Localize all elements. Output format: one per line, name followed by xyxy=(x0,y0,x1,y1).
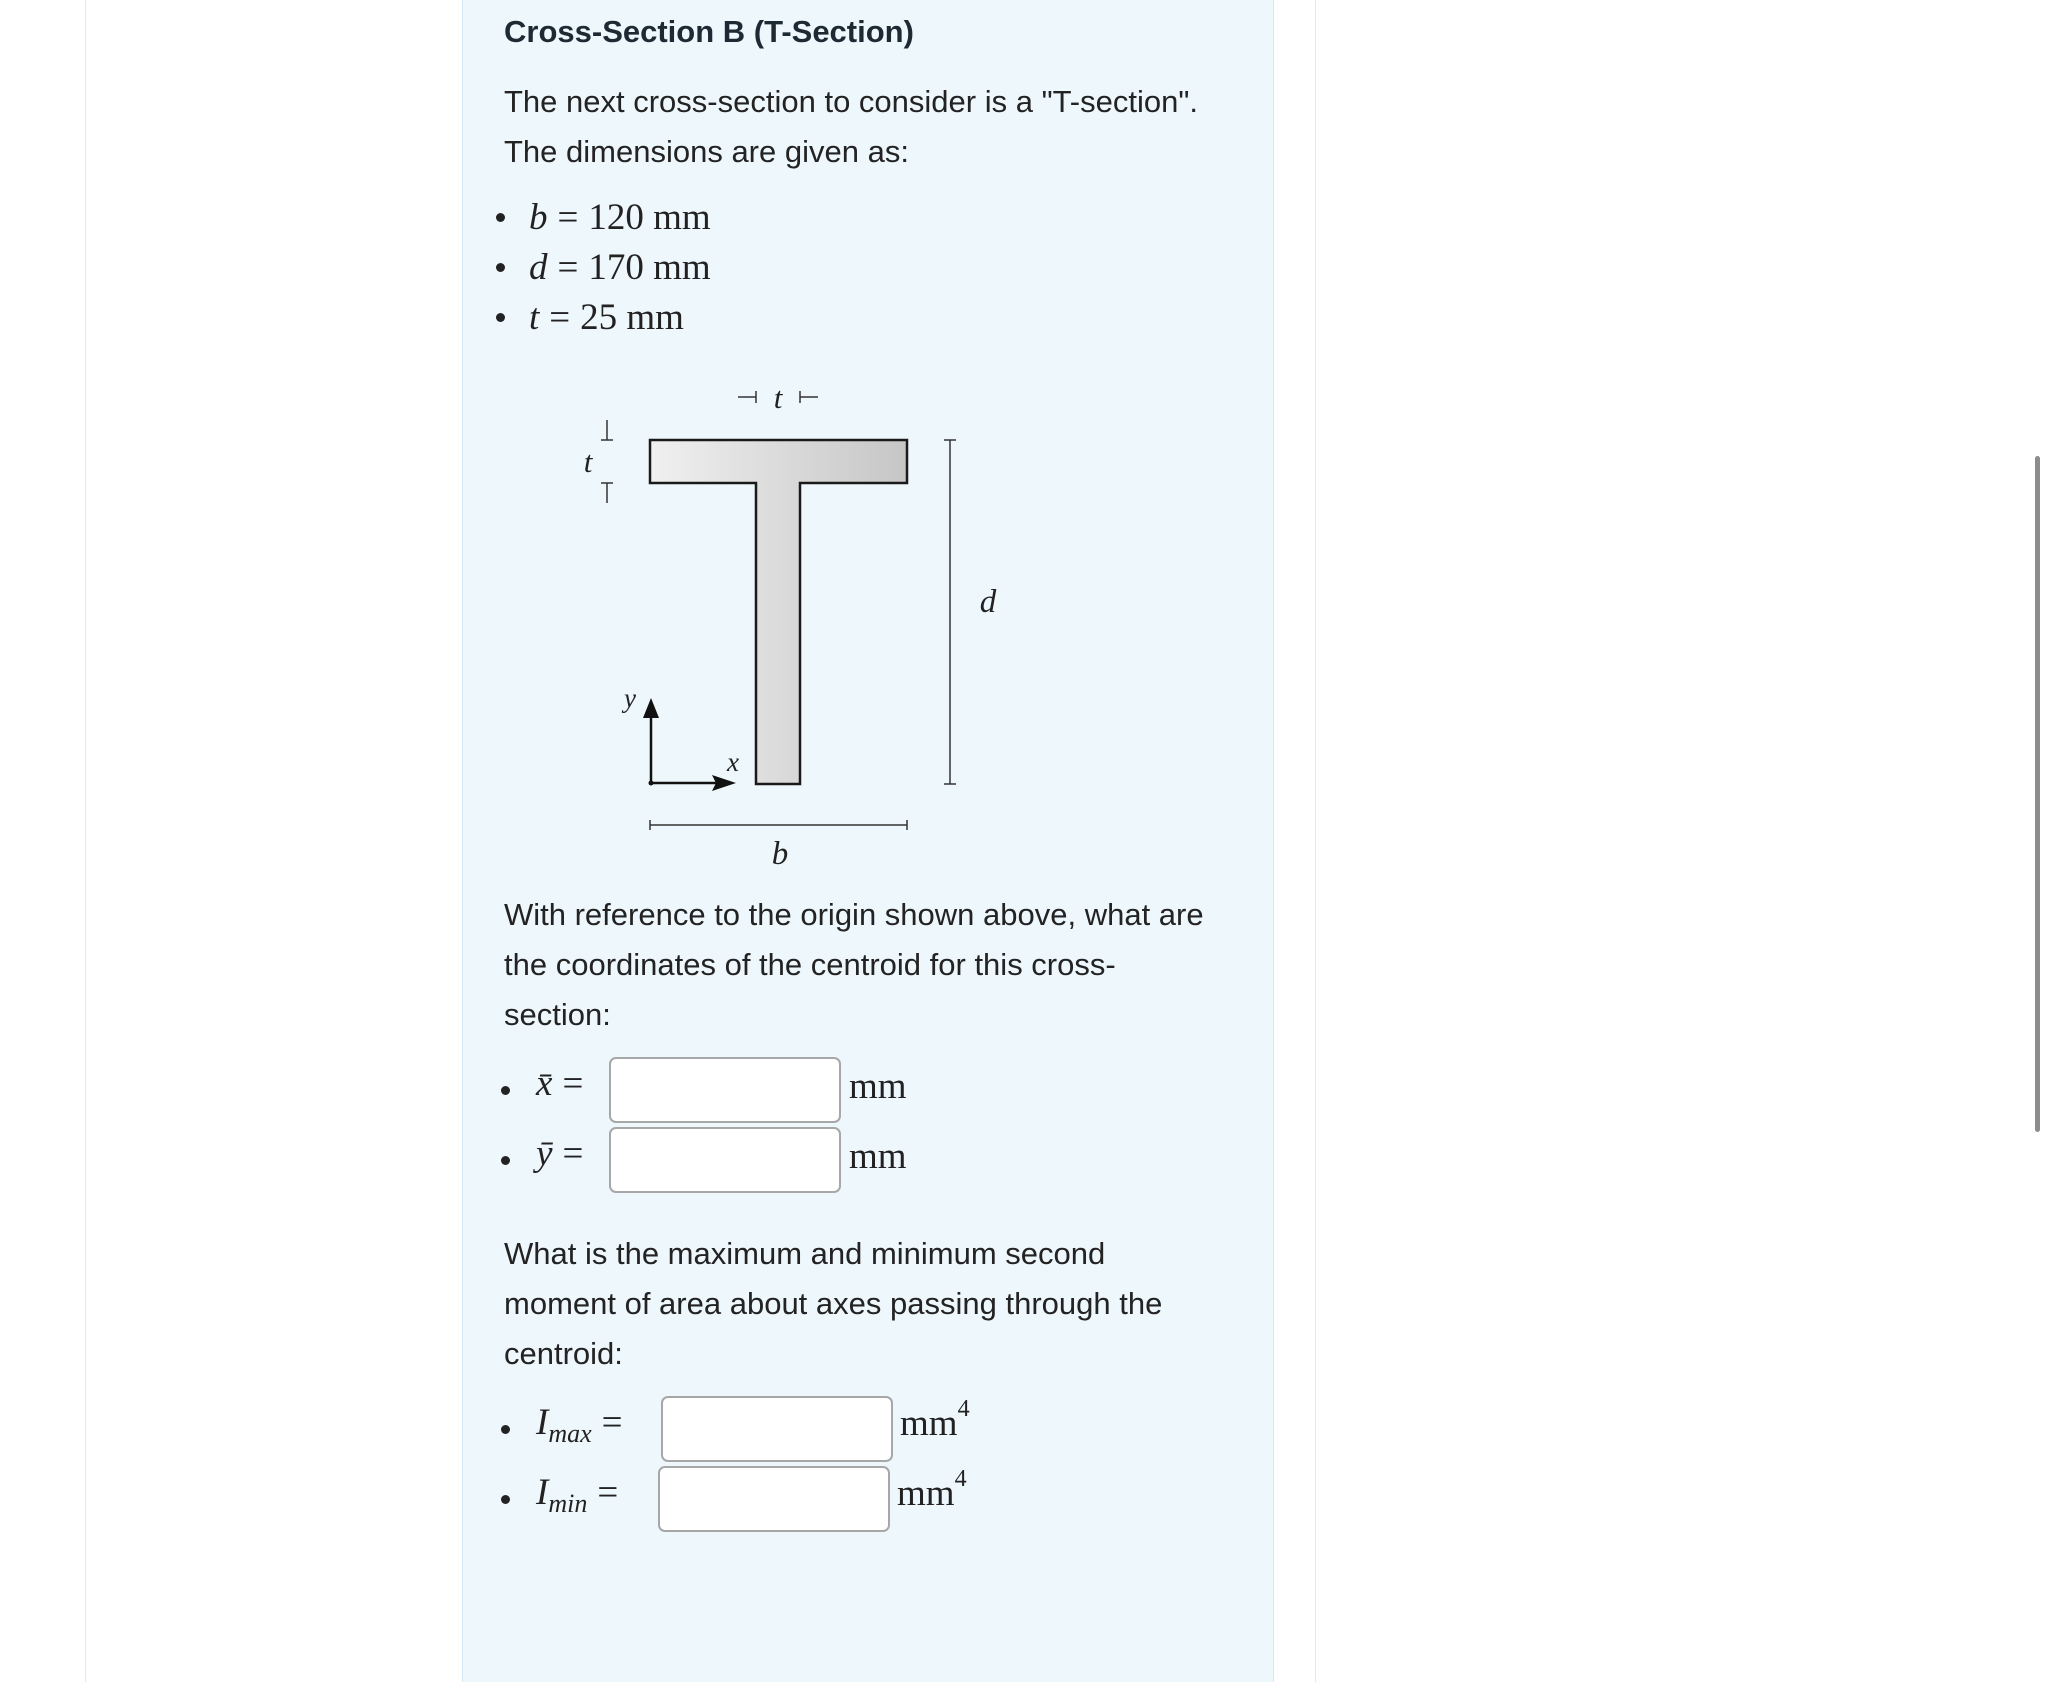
imin-input[interactable] xyxy=(658,1466,890,1532)
question-line: moment of area about axes passing through the xyxy=(504,1286,1163,1321)
dimension-b-item xyxy=(496,192,711,242)
imax-input[interactable] xyxy=(661,1396,893,1462)
d-label: d xyxy=(979,584,997,620)
xbar-input[interactable] xyxy=(609,1057,841,1123)
bullet-dot xyxy=(501,1495,510,1504)
dimension-value: 120 mm xyxy=(588,196,711,238)
centroid-question xyxy=(504,890,1264,1040)
xbar-label: x̄ = xyxy=(536,1063,584,1104)
dimension-value: 170 mm xyxy=(588,246,711,288)
dimension-symbol: t xyxy=(529,296,540,338)
bullet-dot xyxy=(501,1156,510,1165)
imax-unit: $mm^4$ xyxy=(900,1396,970,1444)
t-top-label: t xyxy=(773,380,783,415)
origin-axes xyxy=(643,698,736,791)
ybar-input[interactable] xyxy=(609,1127,841,1193)
bullet-dot xyxy=(496,213,505,222)
intro-line: The next cross-section to consider is a "T-section". xyxy=(504,84,1198,119)
question-line: centroid: xyxy=(504,1336,623,1371)
dimension-value: 25 mm xyxy=(580,296,684,338)
y-axis-label: y xyxy=(624,683,636,713)
question-line: the coordinates of the centroid for this cross- xyxy=(504,947,1116,982)
intro-paragraph xyxy=(504,77,1264,177)
dimension-d-item xyxy=(496,242,711,292)
dimension-symbol: d xyxy=(529,246,548,288)
bullet-dot xyxy=(496,313,505,322)
imin-label: $I_{min}$ = xyxy=(536,1472,619,1518)
bullet-dot xyxy=(496,263,505,272)
d-dimension xyxy=(944,440,956,784)
equals-sign: = xyxy=(549,296,571,338)
t-side-label: t xyxy=(583,444,593,479)
page-border-left xyxy=(85,0,86,1682)
question-line: What is the maximum and minimum second xyxy=(504,1236,1106,1271)
b-label: b xyxy=(771,836,789,872)
b-dimension xyxy=(650,820,907,830)
scrollbar-thumb[interactable] xyxy=(2035,456,2040,1132)
x-axis-label: x xyxy=(727,747,739,777)
xbar-unit: mm xyxy=(849,1066,907,1107)
page-border-right xyxy=(1315,0,1316,1682)
bullet-dot xyxy=(501,1425,510,1434)
ybar-unit: mm xyxy=(849,1136,907,1177)
moment-question xyxy=(504,1229,1264,1379)
imax-label: $I_{max}$ = xyxy=(536,1402,623,1448)
question-line: section: xyxy=(504,997,611,1032)
section-title: Cross-Section B (T-Section) xyxy=(504,14,914,49)
ybar-label: ȳ = xyxy=(536,1133,584,1174)
t-section-diagram xyxy=(560,370,1030,880)
dimension-symbol: b xyxy=(529,196,548,238)
t-side-dimension xyxy=(601,420,613,503)
imin-unit: $mm^4$ xyxy=(897,1466,967,1514)
bullet-dot xyxy=(501,1086,510,1095)
intro-line: The dimensions are given as: xyxy=(504,134,909,169)
dimension-t-item xyxy=(496,292,684,342)
t-section-shape xyxy=(650,440,907,784)
question-line: With reference to the origin shown above, what are xyxy=(504,897,1204,932)
equals-sign: = xyxy=(557,196,579,238)
equals-sign: = xyxy=(557,246,579,288)
